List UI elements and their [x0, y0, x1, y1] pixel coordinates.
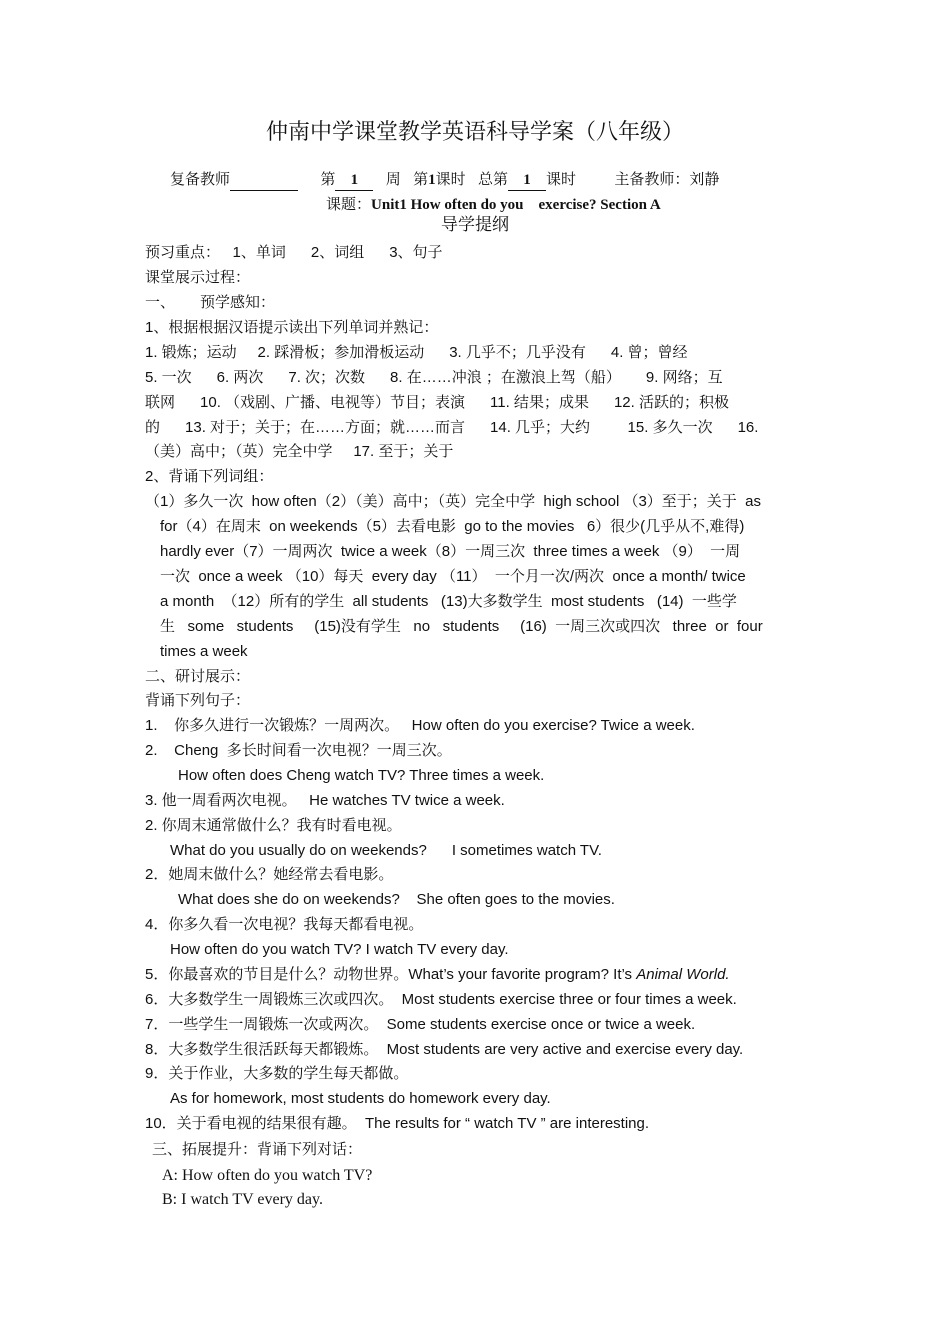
phrase-line: for（4）在周末 on weekends（5）去看电影 go to the movies 6）很少(几乎从不,难得) [160, 518, 745, 535]
week-suffix: 周 [385, 171, 401, 188]
sentence-text: 5．你最喜欢的节目是什么？动物世界。What’s your favorite program? It’s [145, 966, 637, 983]
topic-line [326, 194, 661, 215]
part-one-heading: 一、 预学感知： [145, 294, 276, 311]
sentence-line: How often do you watch TV? I watch TV every day. [170, 941, 509, 958]
sentence-line: 4．你多久看一次电视？我每天都看电视。 [145, 916, 424, 933]
total-number: 1 [508, 170, 546, 191]
process-heading: 课堂展示过程： [145, 269, 251, 286]
phrase-line: a month （12）所有的学生 all students (13)大多数学生 most students (14) 一些学 [160, 593, 737, 610]
meta-line [170, 170, 719, 191]
sentence-line: 6．大多数学生一周锻炼三次或四次。 Most students exercise three or four times a week. [145, 991, 737, 1008]
sentence-line: 8．大多数学生很活跃每天都锻炼。 Most students are very active and exercise every day. [145, 1041, 744, 1058]
lesson-prefix: 第 [413, 171, 429, 188]
topic-text: Unit1 How often do you exercise? Section A [371, 197, 661, 213]
word-line: 1. 锻炼；运动 2. 踩滑板；参加滑板运动 3. 几乎不；几乎没有 4. 曾；曾经 [145, 344, 688, 361]
word-line: 联网 10. （戏剧、广播、电视等）节目；表演 11. 结果；成果 12. 活跃的；积极 [145, 394, 729, 411]
sentence-line: 2. 你周末通常做什么？我有时看电视。 [145, 817, 402, 834]
sentence-line: 2．她周末做什么？她经常去看电影。 [145, 866, 394, 883]
sentence-line: 10．关于看电视的结果很有趣。 The results for “ watch TV ” are interesting. [145, 1115, 650, 1132]
phrase-line: （1）多久一次 how often（2）（美）高中；（英）完全中学 high school （3）至于；关于 as [145, 493, 761, 510]
sentence-line: What does she do on weekends? She often goes to the movies. [178, 891, 615, 908]
document-title: 仲南中学课堂教学英语科导学案（八年级） [265, 120, 684, 145]
subtitle: 导学提纲 [441, 215, 509, 234]
phrase-line: hardly ever（7）一周两次 twice a week（8）一周三次 three times a week （9） 一周 [160, 543, 741, 560]
word-line: 5. 一次 6. 两次 7. 次；次数 8. 在……冲浪 ；在激浪上驾（船） 9. 网络；互 [145, 369, 723, 386]
sentence-line [145, 965, 730, 985]
week-prefix: 第 [320, 171, 336, 188]
sentence-line: How often does Cheng watch TV? Three times a week. [178, 767, 545, 784]
recite-heading: 背诵下列句子： [145, 692, 251, 709]
word-line: 的 13. 对于；关于；在……方面；就……而言 14. 几乎；大约 15. 多久一次 16. [145, 419, 759, 436]
main-teacher: 主备教师：刘静 [614, 171, 720, 188]
part-two-heading: 二、研讨展示： [145, 668, 251, 685]
sentence-line: 9．关于作业，大多数的学生每天都做。 [145, 1065, 409, 1082]
preview-key-points: 预习重点： 1、单词 2、词组 3、句子 [145, 244, 443, 261]
total-prefix: 总第 [477, 171, 508, 188]
topic-label: 课题： [326, 195, 372, 213]
item-one-heading: 1、根据根据汉语提示读出下列单词并熟记： [145, 319, 439, 336]
phrase-line: 生 some students (15)没有学生 no students (16) 一周三次或四次 three or four [160, 618, 763, 635]
prep-teacher-blank [230, 170, 298, 191]
dialogue-line: B: I watch TV every day. [162, 1191, 323, 1208]
sentence-line: 3. 他一周看两次电视。 He watches TV twice a week. [145, 792, 505, 809]
sentence-line: 1. 你多久进行一次锻炼？一周两次。 How often do you exercise? Twice a week. [145, 717, 695, 734]
item-two-heading: 2、背诵下列词组： [145, 468, 274, 485]
word-line: （美）高中；（英）完全中学 17. 至于；关于 [145, 443, 454, 460]
total-suffix: 课时 [545, 171, 576, 188]
sentence-line: 2. Cheng 多长时间看一次电视？一周三次。 [145, 742, 452, 759]
lesson-suffix: 课时 [435, 171, 466, 188]
lesson-number: 1 [428, 172, 436, 188]
part-three-heading: 三、拓展提升：背诵下列对话： [152, 1141, 363, 1158]
sentence-line: What do you usually do on weekends? I sometimes watch TV. [170, 842, 602, 859]
prep-teacher-label: 复备教师 [170, 171, 231, 188]
phrase-line: 一次 once a week （10）每天 every day （11） 一个月一次/两次 once a month/ twice [160, 568, 746, 585]
sentence-line: As for homework, most students do homework every day. [170, 1090, 551, 1107]
week-number: 1 [335, 170, 373, 191]
phrase-line: times a week [160, 643, 248, 660]
dialogue-line: A: How often do you watch TV? [162, 1167, 373, 1184]
program-title: Animal World. [636, 966, 730, 983]
sentence-line: 7．一些学生一周锻炼一次或两次。 Some students exercise once or twice a week. [145, 1016, 696, 1033]
